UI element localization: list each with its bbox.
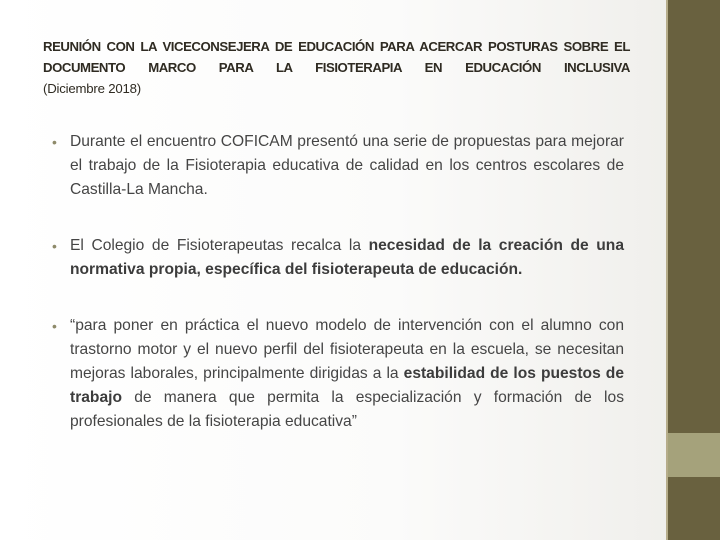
title-line-1: REUNIÓN CON LA VICECONSEJERA DE EDUCACIÓN PARA ACERCAR POSTURAS SOBRE EL	[43, 39, 630, 54]
slide-title	[43, 36, 630, 99]
bullet-dot-icon: •	[52, 318, 57, 334]
bullet-list	[52, 130, 624, 434]
title-line-2: DOCUMENTO MARCO PARA LA FISIOTERAPIA EN EDUCACIÓN INCLUSIVA	[43, 60, 630, 75]
bullet-text: “para poner en práctica el nuevo modelo de intervención con el alumno con trastorno motor y el nuevo perfil del fisioterapeuta en la escuela, se necesitan mejoras laborales, principalmente dirigidas a la	[70, 317, 624, 382]
bullet-text: El Colegio de Fisioterapeutas recalca la	[70, 237, 369, 254]
bullet-item	[52, 314, 624, 434]
bullet-dot-icon: •	[52, 238, 57, 254]
bullet-bold-text: necesidad de la creación de una normativa propia, específica del fisioterapeuta de educación.	[70, 237, 624, 278]
bullet-bold-text: estabilidad de los puestos de trabajo	[70, 365, 624, 406]
title-date: (Diciembre 2018)	[43, 81, 141, 96]
bullet-item	[52, 130, 624, 202]
bullet-text: Durante el encuentro COFICAM presentó una serie de propuestas para mejorar el trabajo de la Fisioterapia educativa de calidad en los centros escolares de Castilla-La Mancha.	[70, 133, 624, 198]
side-accent-block	[668, 433, 720, 477]
bullet-dot-icon: •	[52, 134, 57, 150]
bullet-text: de manera que permita la especialización y formación de los profesionales de la fisioterapia educativa”	[70, 389, 624, 430]
bullet-item	[52, 234, 624, 282]
